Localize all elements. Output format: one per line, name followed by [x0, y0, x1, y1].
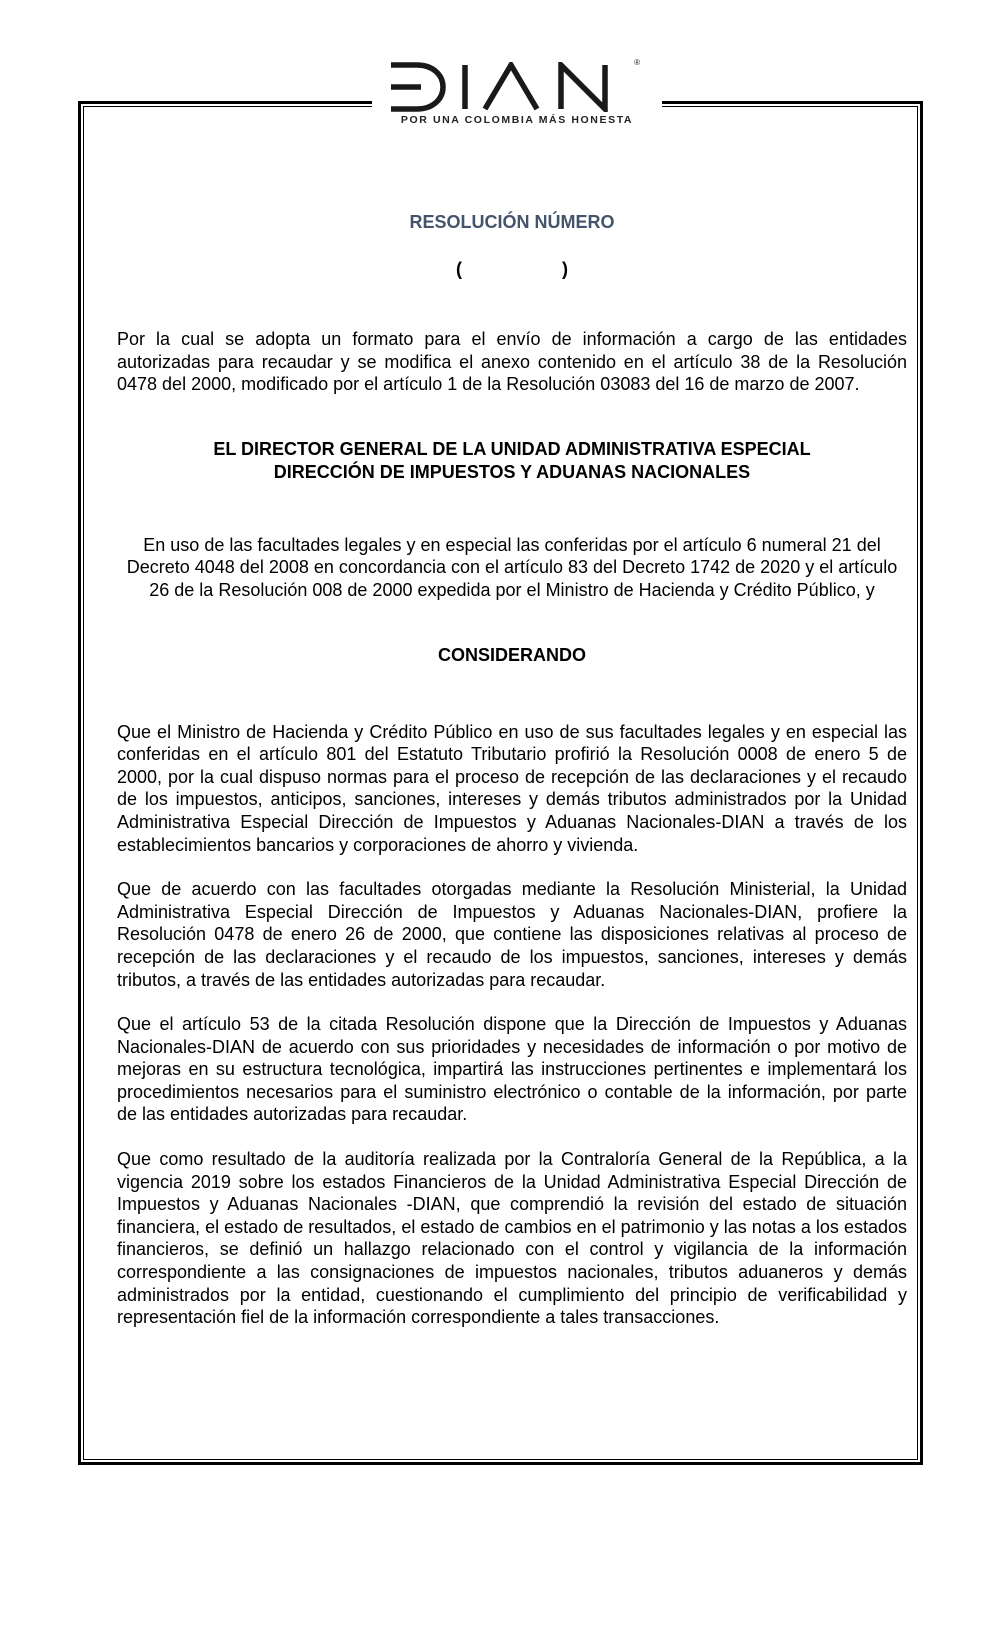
dian-logo: [372, 58, 662, 133]
resolution-subject: Por la cual se adopta un formato para el envío de información a cargo de las entidades autorizadas para recaudar y se modifica el anexo contenido en el artículo 38 de la Resolución 0478 del 2000, modificado por el artículo 1 de la Resolución 03083 del 16 de marzo de 2007.: [117, 329, 907, 395]
document-body: [117, 205, 907, 1329]
considerando-paragraph: Que el artículo 53 de la citada Resolución dispone que la Dirección de Impuestos y Aduanas Nacionales-DIAN de acuerdo con sus prioridades y necesidades de información o por motivo de mejoras en su estructura tecnológica, impartirá las instrucciones pertinentes e implementará los procedimientos necesarios para el suministro electrónico o contable de la información, por parte de las entidades autorizadas para recaudar.: [117, 1014, 907, 1125]
registered-mark: ®: [634, 58, 640, 67]
considerando-heading: CONSIDERANDO: [437, 644, 586, 665]
resolution-number-placeholder: ( ): [455, 259, 568, 279]
issuer-line-2: DIRECCIÓN DE IMPUESTOS Y ADUANAS NACIONALES: [273, 461, 751, 482]
resolution-title: RESOLUCIÓN NÚMERO: [409, 212, 615, 232]
issuer-line-1: EL DIRECTOR GENERAL DE LA UNIDAD ADMINISTRATIVA ESPECIAL: [213, 438, 811, 459]
considerando-paragraph: Que como resultado de la auditoría realizada por la Contraloría General de la República, a la vigencia 2019 sobre los estados Financieros de la Unidad Administrativa Especial Dirección de Impuestos y Aduanas Nacionales -DIAN, que comprendió la revisión del estado de situación financiera, el estado de resultados, el estado de cambios en el patrimonio y las notas a los estados financieros, se definió un hallazgo relacionado con el control y vigilancia de la información correspondiente a las consignaciones de impuestos nacionales, tributos aduaneros y demás administrados por la entidad, cuestionando el cumplimiento del principio de verificabilidad y representación fiel de la información correspondiente a tales transacciones.: [117, 1149, 907, 1328]
considerando-paragraph: Que el Ministro de Hacienda y Crédito Público en uso de sus facultades legales y en especial las conferidas en el artículo 801 del Estatuto Tributario profirió la Resolución 0008 de enero 5 de 2000, por la cual dispuso normas para el proceso de recepción de las declaraciones y el recaudo de los impuestos, anticipos, sanciones, intereses y demás tributos administrados por la Unidad Administrativa Especial Dirección de Impuestos y Aduanas Nacionales-DIAN a través de los establecimientos bancarios y corporaciones de ahorro y vivienda.: [117, 721, 907, 855]
considerando-paragraph: Que de acuerdo con las facultades otorgadas mediante la Resolución Ministerial, la Unidad Administrativa Especial Dirección de Impuestos y Aduanas Nacionales-DIAN, profiere la Resolución 0478 de enero 26 de 2000, que contiene las disposiciones relativas al proceso de recepción de las declaraciones y el recaudo de los impuestos, sanciones, intereses y demás tributos, a través de las entidades autorizadas para recaudar.: [117, 879, 907, 990]
issuer-heading: [117, 438, 907, 484]
legal-basis: En uso de las facultades legales y en especial las conferidas por el artículo 6 numeral 21 del Decreto 4048 del 2008 en concordancia con el artículo 83 del Decreto 1742 de 2020 y el artículo 26 de la Resolución 008 de 2000 expedida por el Ministro de Hacienda y Crédito Público, y: [126, 534, 898, 600]
dian-wordmark: [389, 62, 645, 112]
logo-tagline: POR UNA COLOMBIA MÁS HONESTA: [400, 114, 634, 126]
